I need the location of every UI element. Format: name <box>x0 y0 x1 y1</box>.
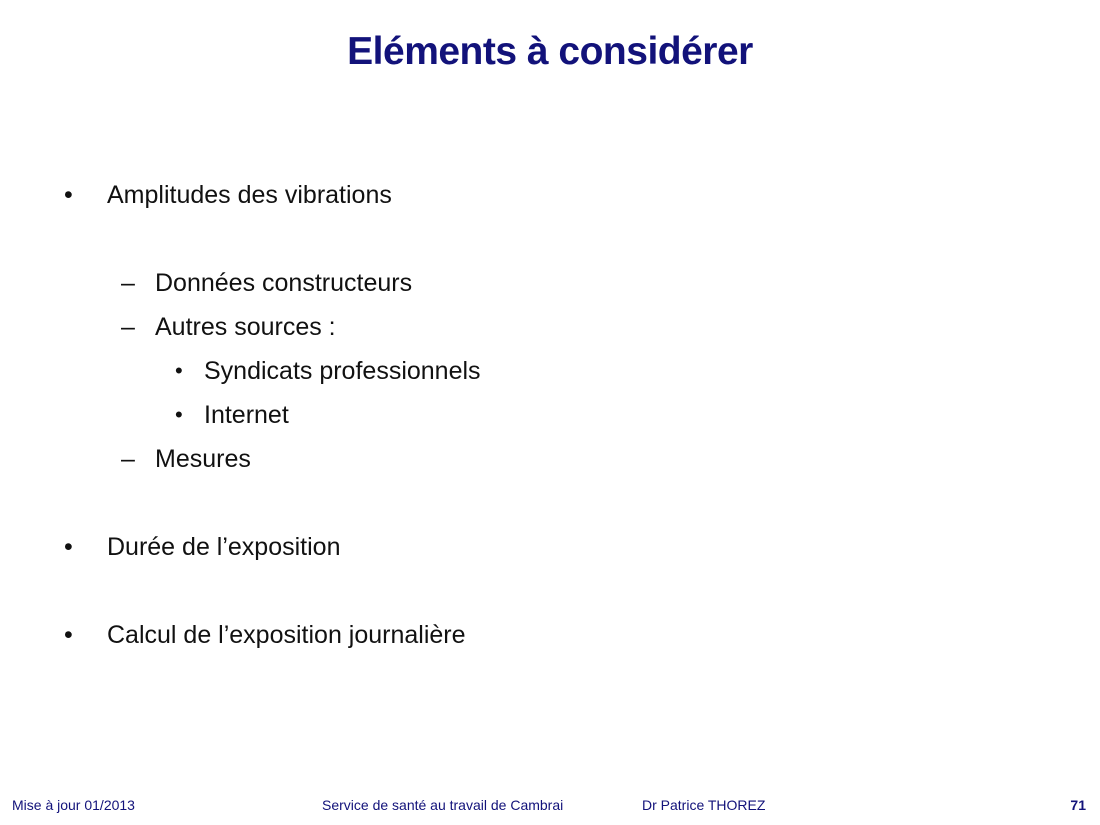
sub-bullet-text: Mesures <box>155 445 251 473</box>
footer-page-number: 71 <box>1070 797 1086 813</box>
footer-update-date: Mise à jour 01/2013 <box>12 797 135 813</box>
bullet-marker: • <box>64 533 73 561</box>
footer-author: Dr Patrice THOREZ <box>642 797 766 813</box>
bullet-text: Calcul de l’exposition journalière <box>107 621 466 649</box>
bullet-marker: • <box>175 402 183 427</box>
sub-bullet-text: Autres sources : <box>155 313 336 341</box>
bullet-text: Durée de l’exposition <box>107 533 341 561</box>
dash-marker: – <box>121 269 135 297</box>
dash-marker: – <box>121 445 135 473</box>
bullet-marker: • <box>64 181 73 209</box>
dash-marker: – <box>121 313 135 341</box>
bullet-marker: • <box>64 621 73 649</box>
bullet-text: Amplitudes des vibrations <box>107 181 392 209</box>
slide-title: Eléments à considérer <box>347 30 753 73</box>
sub-bullet-text: Données constructeurs <box>155 269 413 297</box>
sub-sub-bullet-text: Syndicats professionnels <box>204 357 481 385</box>
footer-service-name: Service de santé au travail de Cambrai <box>322 797 564 813</box>
sub-sub-bullet-text: Internet <box>204 401 289 429</box>
bullet-marker: • <box>175 358 183 383</box>
